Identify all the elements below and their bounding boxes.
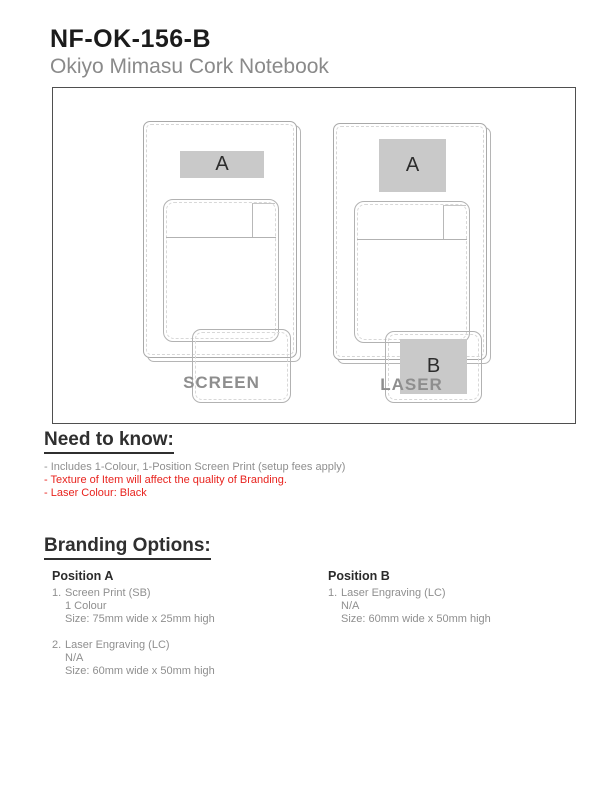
position-a-label: A (215, 153, 229, 175)
panel-divider (166, 237, 276, 238)
note-line: - Laser Colour: Black (44, 487, 147, 499)
method-size: Size: 60mm wide x 50mm high (65, 665, 215, 677)
method-name: Laser Engraving (LC) (341, 587, 446, 599)
method-size: Size: 60mm wide x 50mm high (341, 613, 491, 625)
branding-method (52, 639, 215, 678)
position-a-column (52, 569, 215, 691)
position-a-label: A (405, 154, 420, 176)
product-code: NF-OK-156-B (50, 25, 212, 53)
position-b-label: B (426, 355, 441, 377)
need-to-know-heading: Need to know: (44, 429, 174, 454)
notebook-front-cover (143, 121, 297, 358)
method-detail: N/A (341, 600, 360, 612)
branding-position-a (180, 151, 264, 178)
branding-options-heading: Branding Options: (44, 535, 211, 560)
branding-position-a (379, 139, 446, 192)
method-detail: N/A (65, 652, 84, 664)
note-line: - Texture of Item will affect the quality of Branding. (44, 474, 287, 486)
method-name: Screen Print (SB) (65, 587, 151, 599)
method-number: 2. (52, 639, 62, 651)
method-detail: 1 Colour (65, 600, 107, 612)
diagram-frame (52, 87, 576, 424)
pen-loop-tab (252, 203, 275, 238)
position-a-title: Position A (52, 569, 114, 583)
front-pocket-panel (354, 201, 470, 377)
method-size: Size: 75mm wide x 25mm high (65, 613, 215, 625)
panel-divider (357, 239, 467, 240)
method-name: Laser Engraving (LC) (65, 639, 170, 651)
note-line: - Includes 1-Colour, 1-Position Screen Print (setup fees apply) (44, 461, 346, 473)
front-pocket-panel (163, 199, 279, 342)
pen-loop-tab (443, 205, 466, 240)
position-b-title: Position B (328, 569, 390, 583)
branding-method (328, 587, 491, 626)
notebook-front-cover (333, 123, 487, 377)
need-to-know-notes (44, 461, 345, 500)
product-name: Okiyo Mimasu Cork Notebook (50, 55, 329, 78)
branding-method (52, 587, 215, 626)
method-number: 1. (52, 587, 62, 599)
laser-variant-label: LASER (380, 375, 443, 394)
screen-print-diagram (143, 121, 300, 392)
position-b-column (328, 569, 491, 639)
method-number: 1. (328, 587, 338, 599)
laser-engraving-diagram (333, 123, 490, 394)
screen-variant-label: SCREEN (183, 373, 260, 392)
